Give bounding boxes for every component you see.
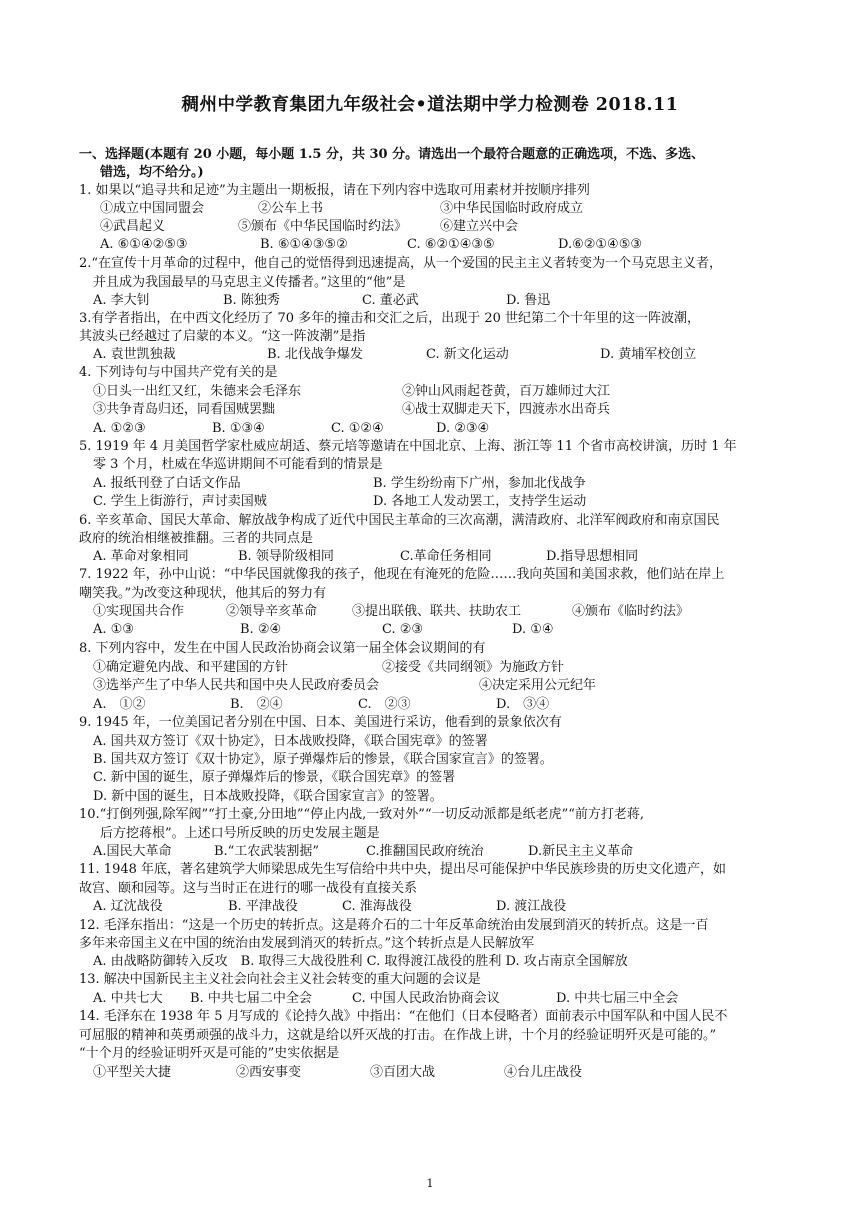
choice-item: ④武昌起义 [100,219,166,234]
answer-option: D. 黄埔军校创立 [600,347,697,362]
answer-option: A. ①② [93,697,146,712]
answer-option: C. ⑥②①④③⑤ [407,237,495,252]
answer-option: A. 袁世凯独裁 [93,347,176,362]
choice-item: ②公车上书 [258,201,324,216]
answer-option: D. 中共七届三中全会 [556,991,679,1006]
choice-item: ④台儿庄战役 [504,1065,583,1080]
question-stem: 6. 辛亥革命、国民大革命、解放战争构成了近代中国民主革命的三次高潮，满清政府、北洋军阀政府和南京国民 [79,513,720,528]
question-stem: 3.有学者指出，在中西文化经历了 70 多年的撞击和交汇之后，出现于 20 世纪第二个十年里的这一阵波潮， [79,311,701,326]
answer-option: B. 学生纷纷南下广州，参加北伐战争 [373,476,586,491]
choice-item: ③提出联俄、联共、扶助农工 [352,604,522,619]
question-stem: 1. 如果以“追寻共和足迹”为主题出一期板报，请在下列内容中选取可用素材并按顺序排列 [79,183,590,198]
answer-option: B. ②④ [240,622,282,637]
choice-item: ④颁布《临时约法》 [572,604,690,619]
answer-option: A. 辽沈战役 [93,899,163,914]
answer-option: B.“工农武装割据” [214,844,319,859]
question-stem-cont: “十个月的经验证明歼灭是可能的”史实依据是 [79,1046,340,1061]
question-stem: 7. 1922 年，孙中山说：“中华民国就像我的孩子，他现在有淹死的危险……我向英国和美国求救，他们站在岸上 [79,567,725,582]
answer-option: A. ①②③ [93,421,146,436]
answer-option: C. 董必武 [362,293,419,308]
answer-option: D. ③④ [496,697,550,712]
answer-option: A. ①③ [93,622,134,637]
answer-option: C. ②③ [382,622,424,637]
answer-option: C.革命任务相同 [400,549,492,564]
question-stem: 8. 下列内容中，发生在中国人民政治协商会议第一届全体会议期间的有 [79,641,486,656]
answer-option: B. ①③④ [212,421,265,436]
answer-option: D. ①④ [512,622,554,637]
question-stem-cont: 其波头已经越过了启蒙的本义。“这一阵波潮”是指 [79,329,366,344]
answer-option: B. ⑥①④③⑤② [260,237,348,252]
answer-option: B. 国共双方签订《双十协定》，原子弹爆炸后的惨景，《联合国家宣言》的签署。 [93,752,553,767]
choice-item: ⑥建立兴中会 [440,219,519,234]
answer-option: B. 平津战役 [228,899,298,914]
answer-option: C. 中国人民政治协商会议 [352,991,500,1006]
question-stem-cont: 零 3 个月，杜威在华巡讲期间不可能看到的情景是 [93,457,383,472]
question-stem: 5. 1919 年 4 月美国哲学家杜威应胡适、蔡元培等邀请在中国北京、上海、浙江等 11 个省市高校讲演，历时 1 年 [79,439,737,454]
answer-option: D.新民主主义革命 [528,844,634,859]
choice-item: ①平型关大捷 [93,1065,172,1080]
answer-option: A.国民大革命 [93,844,172,859]
choice-item: ②领导辛亥革命 [226,604,318,619]
choice-item: ④决定采用公元纪年 [479,678,597,693]
page-number: 1 [426,1177,434,1190]
question-stem: 11. 1948 年底，著名建筑学大师梁思成先生写信给中共中央，提出尽可能保护中华民族珍贵的历史文化遗产，如 [79,862,727,877]
question-stem-cont: 政府的统治相继被推翻。三者的共同点是 [79,531,314,546]
question-stem: 13. 解决中国新民主主义社会向社会主义社会转变的重大问题的会议是 [79,972,481,987]
exam-title: 稠州中学教育集团九年级社会•道法期中学力检测卷 2018.11 [181,95,679,115]
answer-option: C. ①②④ [331,421,384,436]
answer-option: B. 北伐战争爆发 [267,347,363,362]
answer-option: B. 领导阶级相同 [238,549,334,564]
section-header: 一、选择题(本题有 20 小题，每小题 1.5 分，共 30 分。请选出一个最符合题意的正确选项，不选、多选、 [79,147,705,162]
question-stem: 12. 毛泽东指出：“这是一个历史的转折点。这是蒋介石的二十年反革命统治由发展到消灭的转折点。这是一百 [79,918,709,933]
question-stem: 10.“打倒列强,除军阀”“打土豪,分田地”“停止内战,一致对外”“一切反动派都是纸老虎”“前方打老蒋, [79,807,645,822]
answer-option: A. 李大钊 [93,293,150,308]
answer-option: C. 新文化运动 [426,347,509,362]
answer-option: A. 中共七大 [93,991,163,1006]
answer-option: D. 新中国的诞生，日本战败投降，《联合国家宣言》的签署。 [93,789,443,804]
answer-option: A. 国共双方签订《双十协定》，日本战败投降，《联合国宪章》的签署 [93,734,488,749]
choice-item: ①成立中国同盟会 [100,201,205,216]
choice-item: ①实现国共合作 [93,604,185,619]
answer-option: C. 新中国的诞生，原子弹爆炸后的惨景，《联合国宪章》的签署 [93,770,456,785]
answer-option: D. 渡江战役 [496,899,567,914]
question-stem-cont: 多年来帝国主义在中国的统治由发展到消灭的转折点。”这个转折点是人民解放军 [79,936,535,951]
answer-option: D. 鲁迅 [506,293,551,308]
choice-item: ①确定避免内战、和平建国的方针 [93,660,289,675]
answer-option: C. 淮海战役 [342,899,412,914]
answer-option: D.指导思想相同 [546,549,639,564]
question-stem-cont: 后方挖蒋根”。上述口号所反映的历史发展主题是 [100,826,380,841]
answer-option: B. 陈独秀 [223,293,280,308]
question-stem-cont: 并且成为我国最早的马克思主义传播者。”这里的“他”是 [93,275,406,290]
answer-option: D. 各地工人发动罢工，支持学生运动 [373,494,587,509]
answer-option: A. ⑥①④②⑤③ [100,237,188,252]
answer-option: C. 学生上街游行，声讨卖国贼 [93,494,267,509]
answer-option: D. ②③④ [436,421,490,436]
answer-option: C. ②③ [358,697,411,712]
question-stem: 9. 1945 年，一位美国记者分别在中国、日本、美国进行采访，他看到的景象依次有 [79,715,562,730]
choice-item: ②接受《共同纲领》为施政方针 [382,660,565,675]
answer-option: A. 革命对象相同 [93,549,189,564]
answer-option: B. 中共七届二中全会 [190,991,312,1006]
choice-item: ②钟山风雨起苍黄，百万雄师过大江 [402,384,611,399]
answer-option: C.推翻国民政府统治 [366,844,484,859]
choice-item: ③选举产生了中华人民共和国中央人民政府委员会 [93,678,380,693]
question-stem: 14. 毛泽东在 1938 年 5 月写成的《论持久战》中指出：“在他们（日本侵略者）面前表示中国军队和中国人民不 [79,1009,728,1024]
answer-options-line: A. 由战略防御转入反攻 B. 取得三大战役胜利 C. 取得渡江战役的胜利 D. 攻占南京全国解放 [93,954,628,969]
answer-option: B. ②④ [230,697,283,712]
question-stem: 4. 下列诗句与中国共产党有关的是 [79,365,278,380]
question-stem-cont: 故宫、颐和园等。这与当时正在进行的哪一战役有直接关系 [79,881,418,896]
choice-item: ⑤颁布《中华民国临时约法》 [238,219,408,234]
choice-item: ④战士双脚走天下，四渡赤水出奇兵 [402,402,611,417]
answer-option: A. 报纸刊登了白话文作品 [93,476,241,491]
question-stem: 2.“在宣传十月革命的过程中，他自己的觉悟得到迅速提高，从一个爱国的民主主义者转变为一个马克思主义者， [79,256,723,271]
question-stem-cont: 嘲笑我。”为改变这种现状，他其后的努力有 [79,586,327,601]
section-header-cont: 错选，均不给分。) [100,165,204,180]
choice-item: ③百团大战 [370,1065,436,1080]
choice-item: ①日头一出红又红，朱德来会毛泽东 [93,384,302,399]
choice-item: ③中华民国临时政府成立 [440,201,584,216]
choice-item: ③共争青岛归还，同看国贼罢黜 [93,402,276,417]
choice-item: ②西安事变 [236,1065,302,1080]
question-stem-cont: 可屈服的精神和英勇顽强的战斗力，这就是给以歼灭战的打击。在作战上讲，十个月的经验证明歼灭是可能的。” [79,1028,717,1043]
answer-option: D.⑥②①④⑤③ [558,237,643,252]
